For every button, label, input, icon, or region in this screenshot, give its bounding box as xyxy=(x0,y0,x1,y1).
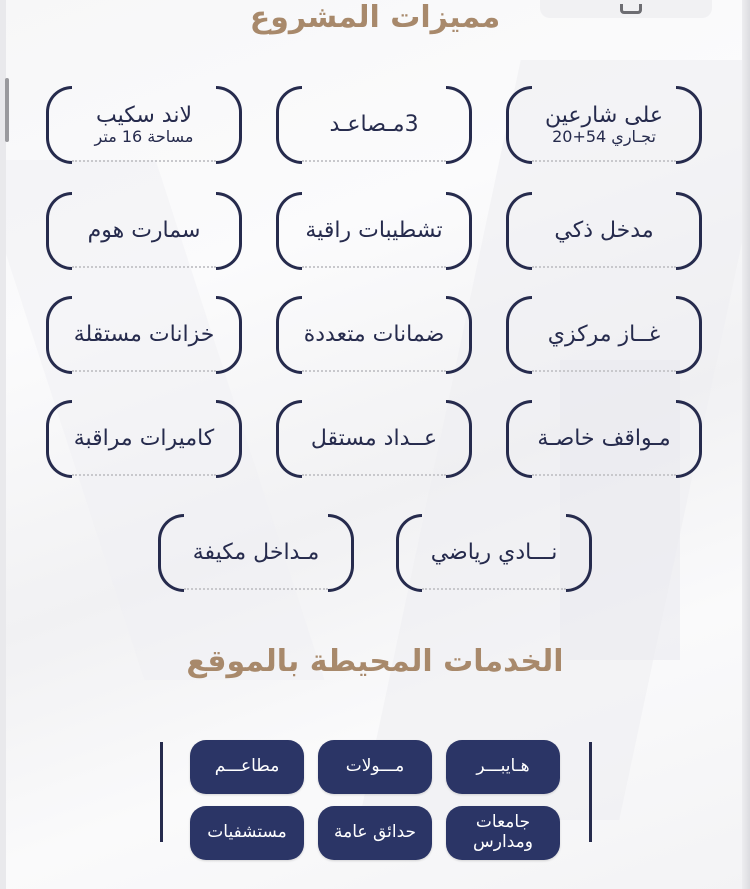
feature-main-text: كاميرات مراقبة xyxy=(73,426,215,452)
feature-item xyxy=(276,86,472,164)
bracket-left xyxy=(46,400,72,478)
services-grid xyxy=(160,740,592,860)
dotted-divider xyxy=(532,266,676,268)
feature-main-text: مدخل ذكي xyxy=(554,218,654,244)
feature-item xyxy=(506,296,702,374)
bracket-left xyxy=(506,86,532,164)
service-badge-hospitals: مستشفيات xyxy=(190,806,304,860)
dotted-divider xyxy=(72,370,216,372)
feature-main-text: 3مـصاعـد xyxy=(329,112,419,138)
feature-main-text: على شارعين xyxy=(545,103,664,129)
dotted-divider xyxy=(302,474,446,476)
feature-sub-text: مساحة 16 متر xyxy=(94,127,194,147)
scrollbar-thumb[interactable] xyxy=(5,78,9,142)
feature-item xyxy=(158,514,354,592)
services-section-title: الخدمات المحيطة بالموقع xyxy=(186,644,564,679)
bracket-left xyxy=(506,192,532,270)
bracket-right xyxy=(676,192,702,270)
bracket-right xyxy=(446,296,472,374)
service-badge-universities-schools: جامعات ومدارس xyxy=(446,806,560,860)
bracket-right xyxy=(216,400,242,478)
bracket-left xyxy=(506,400,532,478)
feature-item xyxy=(46,296,242,374)
bracket-left xyxy=(396,514,422,592)
feature-main-text: تشطيبات راقية xyxy=(305,218,443,244)
feature-item xyxy=(276,296,472,374)
service-badge-hyper: هـايبـــر xyxy=(446,740,560,794)
bracket-right xyxy=(676,86,702,164)
dotted-divider xyxy=(532,370,676,372)
feature-main-text: ضمانات متعددة xyxy=(303,322,445,348)
feature-item xyxy=(276,400,472,478)
bracket-left xyxy=(46,86,72,164)
feature-main-text: مـداخل مكيفة xyxy=(192,540,320,566)
bracket-right xyxy=(216,296,242,374)
service-badge-public-parks: حدائق عامة xyxy=(318,806,432,860)
feature-main-text: سمارت هوم xyxy=(87,218,201,244)
bracket-right xyxy=(216,86,242,164)
feature-item xyxy=(506,192,702,270)
feature-item xyxy=(46,192,242,270)
service-badge-restaurants: مطاعـــم xyxy=(190,740,304,794)
feature-main-text: نـــادي رياضي xyxy=(430,540,558,566)
dotted-divider xyxy=(184,588,328,590)
feature-item xyxy=(506,400,702,478)
feature-main-text: مـواقف خاصـة xyxy=(537,426,671,452)
bracket-right xyxy=(676,296,702,374)
bracket-right xyxy=(328,514,354,592)
bracket-left xyxy=(276,86,302,164)
bracket-right xyxy=(566,514,592,592)
dotted-divider xyxy=(72,266,216,268)
bracket-left xyxy=(506,296,532,374)
service-badge-malls: مـــولات xyxy=(318,740,432,794)
feature-item xyxy=(46,400,242,478)
features-section-title: مميزات المشروع xyxy=(249,0,501,35)
bracket-left xyxy=(46,296,72,374)
feature-item xyxy=(276,192,472,270)
feature-item xyxy=(46,86,242,164)
feature-main-text: خزانات مستقلة xyxy=(73,322,215,348)
bracket-left xyxy=(276,192,302,270)
bracket-right xyxy=(216,192,242,270)
vertical-divider xyxy=(160,742,163,842)
feature-sub-text: تجـاري 54+20 xyxy=(552,127,656,147)
dotted-divider xyxy=(72,474,216,476)
dotted-divider xyxy=(422,588,566,590)
dotted-divider xyxy=(302,370,446,372)
bracket-right xyxy=(676,400,702,478)
feature-main-text: لاند سكيب xyxy=(95,103,193,129)
bracket-left xyxy=(158,514,184,592)
dotted-divider xyxy=(72,160,216,162)
dotted-divider xyxy=(302,160,446,162)
bracket-left xyxy=(46,192,72,270)
feature-item xyxy=(396,514,592,592)
feature-main-text: عــداد مستقل xyxy=(310,426,438,452)
dotted-divider xyxy=(532,160,676,162)
bracket-right xyxy=(446,86,472,164)
bracket-right xyxy=(446,192,472,270)
vertical-divider xyxy=(589,742,592,842)
bracket-right xyxy=(446,400,472,478)
right-frame-edge xyxy=(742,0,750,889)
dotted-divider xyxy=(532,474,676,476)
dotted-divider xyxy=(302,266,446,268)
bracket-left xyxy=(276,400,302,478)
feature-main-text: غــاز مركزي xyxy=(547,322,661,348)
feature-item xyxy=(506,86,702,164)
bracket-left xyxy=(276,296,302,374)
